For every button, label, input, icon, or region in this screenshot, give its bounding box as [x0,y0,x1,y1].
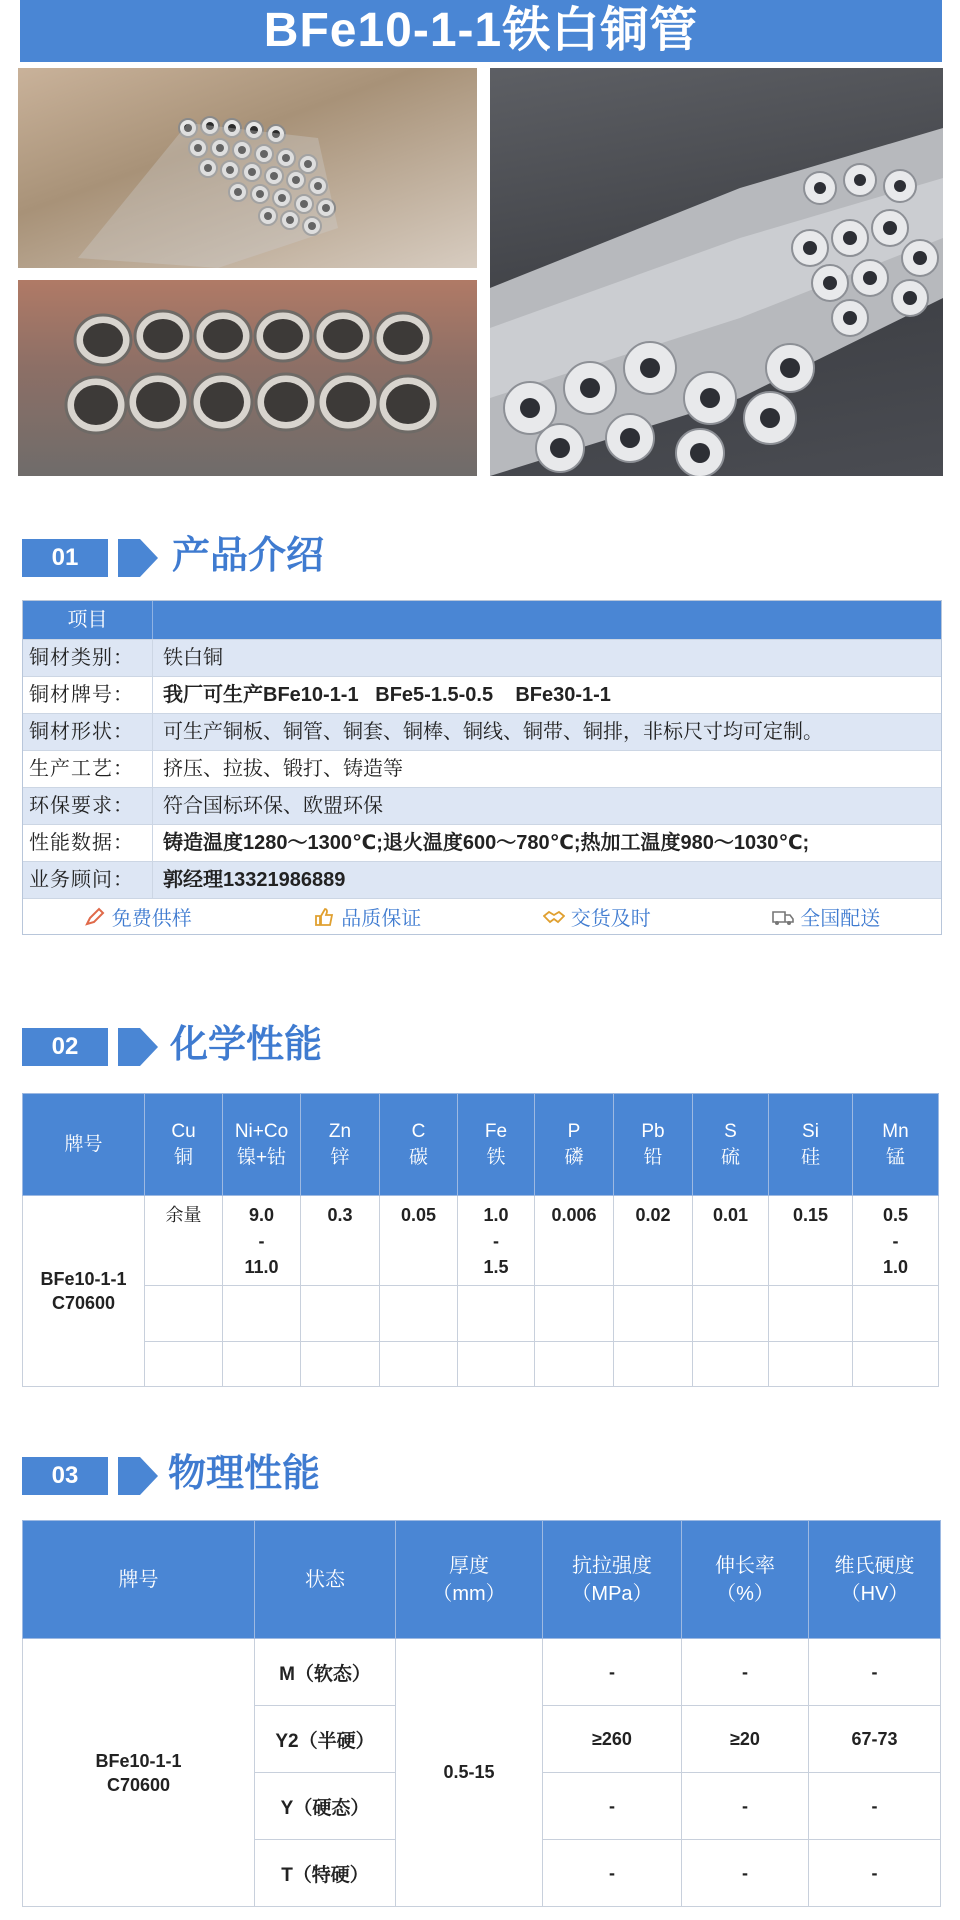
column-header: 维氏硬度 （HV） [809,1521,941,1639]
grade-cell: BFe10-1-1 C70600 [23,1196,145,1387]
table-row [23,1342,939,1387]
badge-label: 全国配送 [800,908,881,930]
badge-delivery [482,899,712,934]
info-table-header [23,601,941,639]
info-row-label: 业务顾问： [23,862,153,898]
section-number: 03 [22,1457,108,1495]
mn-value: 0.5 - 1.0 [853,1196,939,1286]
pb-value: 0.02 [614,1196,693,1286]
table-header-row [23,1094,939,1196]
column-header: Mn 锰 [853,1094,939,1196]
column-header: 牌号 [23,1094,145,1196]
column-header: Zn 锌 [301,1094,380,1196]
info-row-label: 铜材牌号： [23,677,153,713]
section-title: 产品介绍 [172,535,325,577]
column-header: 厚度 （mm） [396,1521,543,1639]
chemical-composition-table [22,1093,939,1387]
arrow-icon [118,1455,160,1497]
thickness-cell: 0.5-15 [396,1639,543,1907]
table-header-row [23,1521,941,1639]
info-row-label: 铜材形状： [23,714,153,750]
elongation-cell: - [682,1773,809,1840]
column-header: S 硫 [693,1094,769,1196]
physical-properties-table [22,1520,941,1907]
si-value: 0.15 [769,1196,853,1286]
hardness-cell: 67-73 [809,1706,941,1773]
column-header: P 磷 [535,1094,614,1196]
service-badges [23,898,941,934]
column-header: Si 硅 [769,1094,853,1196]
column-header: 状态 [255,1521,396,1639]
section-title: 物理性能 [168,1453,321,1495]
tensile-cell: - [543,1840,682,1907]
info-row-value: 郭经理13321986889 [163,869,346,891]
state-cell: Y2（半硬） [255,1706,396,1773]
info-header-label: 项目 [23,601,153,639]
table-row [23,1196,939,1286]
hardness-cell: - [809,1840,941,1907]
table-row [23,1286,939,1342]
product-photo-tube-stack [490,68,943,476]
column-header: 伸长率 （%） [682,1521,809,1639]
zn-value: 0.3 [301,1196,380,1286]
column-header: C 碳 [380,1094,458,1196]
info-row [23,787,941,824]
info-row-value: 铁白铜 [163,647,223,669]
arrow-icon [118,537,160,579]
s-value: 0.01 [693,1196,769,1286]
tensile-cell: ≥260 [543,1706,682,1773]
column-header: Fe 铁 [458,1094,535,1196]
column-header: Pb 铅 [614,1094,693,1196]
elongation-cell: ≥20 [682,1706,809,1773]
column-header: Ni+Co 镍+钴 [223,1094,301,1196]
product-photo-tube-sections [18,280,477,476]
state-cell: M（软态） [255,1639,396,1706]
elongation-cell: - [682,1840,809,1907]
info-row-value: 可生产铜板、铜管、铜套、铜棒、铜线、铜带、铜排，非标尺寸均可定制。 [163,721,823,743]
grade-cell: BFe10-1-1 C70600 [23,1639,255,1907]
section-title: 化学性能 [170,1024,323,1066]
info-row [23,713,941,750]
arrow-icon [118,1026,160,1068]
section-number: 01 [22,539,108,577]
badge-label: 品质保证 [341,908,422,930]
state-cell: Y（硬态） [255,1773,396,1840]
product-photo-tube-bundle [18,68,477,268]
badge-quality [253,899,483,934]
badge-label: 免费供样 [111,908,192,930]
info-row-value: 挤压、拉拔、锻打、铸造等 [163,758,403,780]
table-row [23,1639,941,1706]
p-value: 0.006 [535,1196,614,1286]
column-header: 牌号 [23,1521,255,1639]
tensile-cell: - [543,1639,682,1706]
page-title: BFe10-1-1铁白铜管 [20,0,942,62]
state-cell: T（特硬） [255,1840,396,1907]
column-header: Cu 铜 [145,1094,223,1196]
info-row-label: 性能数据： [23,825,153,861]
product-info-table [22,600,942,935]
elongation-cell: - [682,1639,809,1706]
column-header: 抗拉强度 （MPa） [543,1521,682,1639]
thumbs-up-icon [313,906,335,928]
tensile-cell: - [543,1773,682,1840]
info-row-value: 铸造温度1280～1300℃;退火温度600～780℃;热加工温度980～1030℃; [163,832,810,854]
ni-co-value: 9.0 - 11.0 [223,1196,301,1286]
badge-free-sample [23,899,253,934]
info-row-value: 我厂可生产BFe10-1-1 BFe5-1.5-0.5 BFe30-1-1 [163,684,611,706]
info-row [23,824,941,861]
info-row-label: 生产工艺： [23,751,153,787]
info-row [23,676,941,713]
info-row [23,861,941,898]
badge-shipping [712,899,942,934]
fe-value: 1.0 - 1.5 [458,1196,535,1286]
truck-icon [772,906,794,928]
pen-icon [84,906,106,928]
cu-value: 余量 [145,1196,223,1286]
info-row-label: 铜材类别： [23,640,153,676]
handshake-icon [543,906,565,928]
section-number: 02 [22,1028,108,1066]
info-row [23,750,941,787]
info-row-value: 符合国标环保、欧盟环保 [163,795,383,817]
info-row [23,639,941,676]
badge-label: 交货及时 [570,908,651,930]
info-row-label: 环保要求： [23,788,153,824]
hardness-cell: - [809,1639,941,1706]
hardness-cell: - [809,1773,941,1840]
c-value: 0.05 [380,1196,458,1286]
